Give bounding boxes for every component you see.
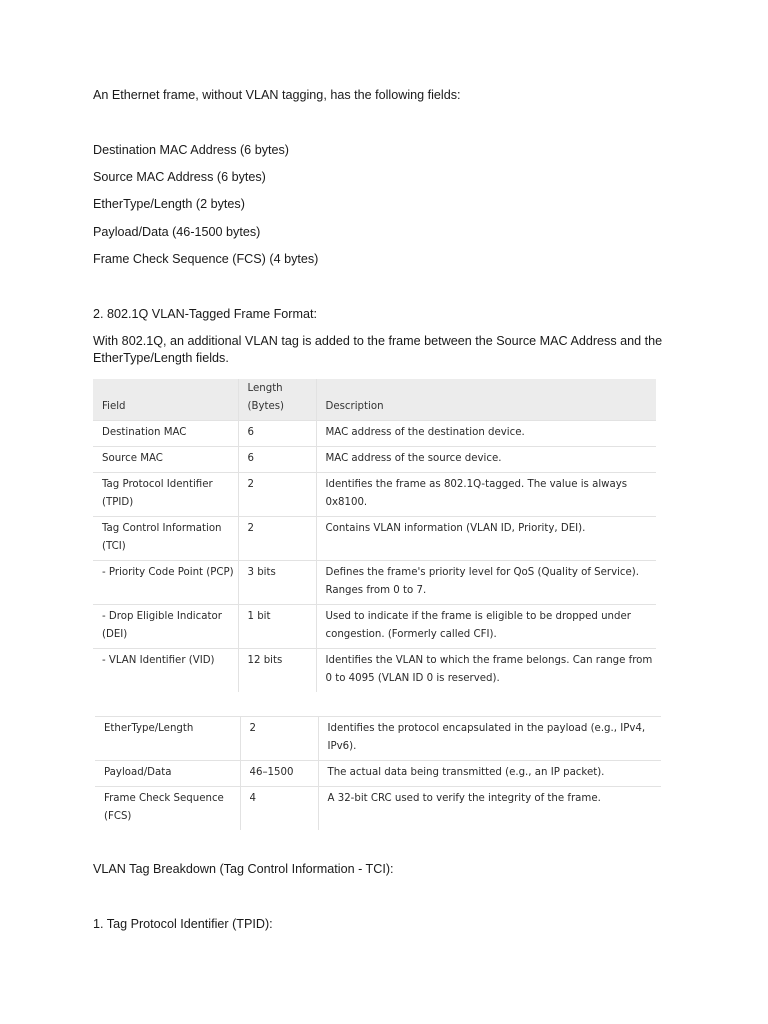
table-cell: The actual data being transmitted (e.g., an IP packet).: [318, 761, 661, 787]
field-item: Frame Check Sequence (FCS) (4 bytes): [93, 252, 319, 266]
table-cell: MAC address of the source device.: [316, 447, 656, 473]
table-cell: 6: [238, 421, 316, 447]
table-cell: EtherType/Length: [95, 717, 240, 761]
field-item: Destination MAC Address (6 bytes): [93, 143, 289, 157]
table-cell: MAC address of the destination device.: [316, 421, 656, 447]
table-cell: 46–1500: [240, 761, 318, 787]
table-row: [93, 561, 656, 605]
table-header: Description: [316, 379, 656, 421]
vlan-frame-table: [93, 379, 656, 692]
table-row: [95, 717, 661, 761]
field-item: EtherType/Length (2 bytes): [93, 197, 245, 211]
table-row: [93, 517, 656, 561]
table-row: [93, 447, 656, 473]
table-cell: - VLAN Identifier (VID): [93, 649, 238, 693]
table-header: Length (Bytes): [238, 379, 316, 421]
tpid-heading: 1. Tag Protocol Identifier (TPID):: [93, 917, 273, 931]
vlan-frame-table-continued: [95, 716, 661, 830]
table-cell: 2: [238, 473, 316, 517]
table-cell: Identifies the VLAN to which the frame belongs. Can range from 0 to 4095 (VLAN ID 0 is reserved).: [325, 655, 653, 684]
field-item: Source MAC Address (6 bytes): [93, 170, 266, 184]
table-cell: Used to indicate if the frame is eligible to be dropped under congestion. (Formerly called CFI).: [316, 605, 656, 649]
table-cell: 2: [240, 717, 318, 761]
table-cell: - Priority Code Point (PCP): [93, 561, 238, 605]
table-cell: 6: [238, 447, 316, 473]
table-row: [93, 473, 656, 517]
field-item: Payload/Data (46-1500 bytes): [93, 225, 261, 239]
section2-paragraph: With 802.1Q, an additional VLAN tag is added to the frame between the Source MAC Address and the EtherType/Length fields.: [93, 334, 663, 365]
table-cell: Tag Control Information (TCI): [93, 517, 238, 561]
table-cell: Identifies the frame as 802.1Q-tagged. The value is always 0x8100.: [316, 473, 656, 517]
table-cell: 12 bits: [238, 649, 316, 693]
table-cell: Identifies the protocol encapsulated in the payload (e.g., IPv4, IPv6).: [318, 717, 661, 761]
table-cell: Defines the frame's priority level for QoS (Quality of Service). Ranges from 0 to 7.: [316, 561, 656, 605]
table-cell: Destination MAC: [93, 421, 238, 447]
table-row: [95, 761, 661, 787]
table-cell: 1 bit: [238, 605, 316, 649]
table-cell: A 32-bit CRC used to verify the integrity of the frame.: [327, 793, 601, 804]
table-cell: 3 bits: [238, 561, 316, 605]
table-row: [95, 787, 661, 831]
table-row: [93, 649, 656, 693]
table-cell: 2: [238, 517, 316, 561]
table-row: [93, 421, 656, 447]
table-cell: Tag Protocol Identifier (TPID): [93, 473, 238, 517]
table-row: [93, 605, 656, 649]
table-cell: - Drop Eligible Indicator (DEI): [93, 605, 238, 649]
table-cell: Payload/Data: [95, 761, 240, 787]
table-cell: Frame Check Sequence (FCS): [95, 787, 240, 831]
table-cell: Contains VLAN information (VLAN ID, Priority, DEI).: [316, 517, 656, 561]
table-cell: 4: [240, 787, 318, 831]
table-cell: Source MAC: [93, 447, 238, 473]
section2-heading: 2. 802.1Q VLAN-Tagged Frame Format:: [93, 307, 317, 321]
intro-paragraph: An Ethernet frame, without VLAN tagging, has the following fields:: [93, 88, 461, 102]
table-header: Field: [93, 379, 238, 421]
breakdown-heading: VLAN Tag Breakdown (Tag Control Information - TCI):: [93, 862, 394, 876]
